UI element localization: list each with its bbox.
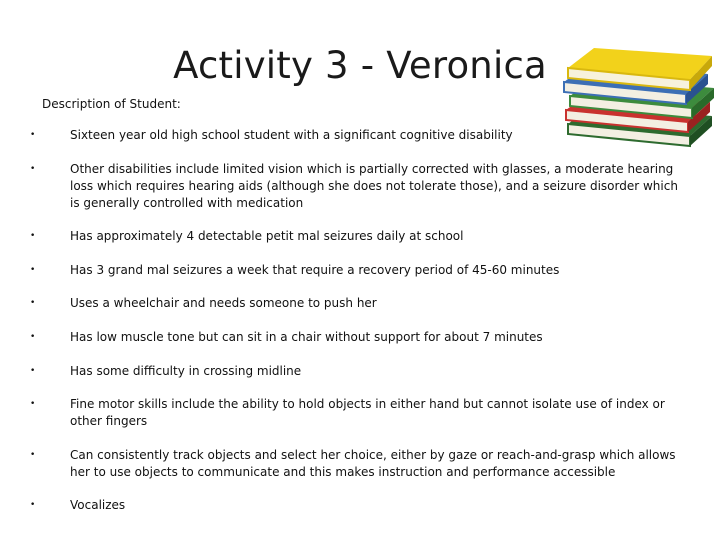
bullet-text: Uses a wheelchair and needs someone to push her bbox=[70, 296, 377, 310]
bullet-text: Can consistently track objects and select her choice, either by gaze or reach-and-grasp which allows her to use objects to communicate and this makes instruction and performance accessible bbox=[70, 448, 676, 479]
bullet-icon: • bbox=[30, 450, 36, 460]
slide-title: Activity 3 - Veronica bbox=[173, 44, 547, 87]
bullet-icon: • bbox=[30, 164, 36, 174]
bullet-icon: • bbox=[30, 130, 36, 140]
bullet-icon: • bbox=[30, 332, 36, 342]
bullet-icon: • bbox=[30, 298, 36, 308]
bullet-text: Has approximately 4 detectable petit mal seizures daily at school bbox=[70, 229, 464, 243]
bullet-text: Sixteen year old high school student with a significant cognitive disability bbox=[70, 128, 513, 142]
bullet-text: Has some difficulty in crossing midline bbox=[70, 364, 302, 378]
bullet-icon: • bbox=[30, 231, 36, 241]
bullet-text: Fine motor skills include the ability to hold objects in either hand but cannot isolate use of index or other fingers bbox=[70, 397, 665, 428]
bullet-icon: • bbox=[30, 500, 36, 510]
bullet-text: Vocalizes bbox=[70, 498, 126, 512]
bullet-icon: • bbox=[30, 366, 36, 376]
bullet-text: Has 3 grand mal seizures a week that require a recovery period of 45-60 minutes bbox=[70, 263, 560, 277]
bullet-text: Other disabilities include limited vision which is partially corrected with glasses, a moderate hearing loss which requires hearing aids (although she does not tolerate those), and a seizure disorder which is generally controlled with medication bbox=[70, 162, 678, 210]
description-heading: Description of Student: bbox=[42, 97, 181, 111]
bullet-icon: • bbox=[30, 265, 36, 275]
bullet-text: Has low muscle tone but can sit in a chair without support for about 7 minutes bbox=[70, 330, 543, 344]
bullet-icon: • bbox=[30, 399, 36, 409]
